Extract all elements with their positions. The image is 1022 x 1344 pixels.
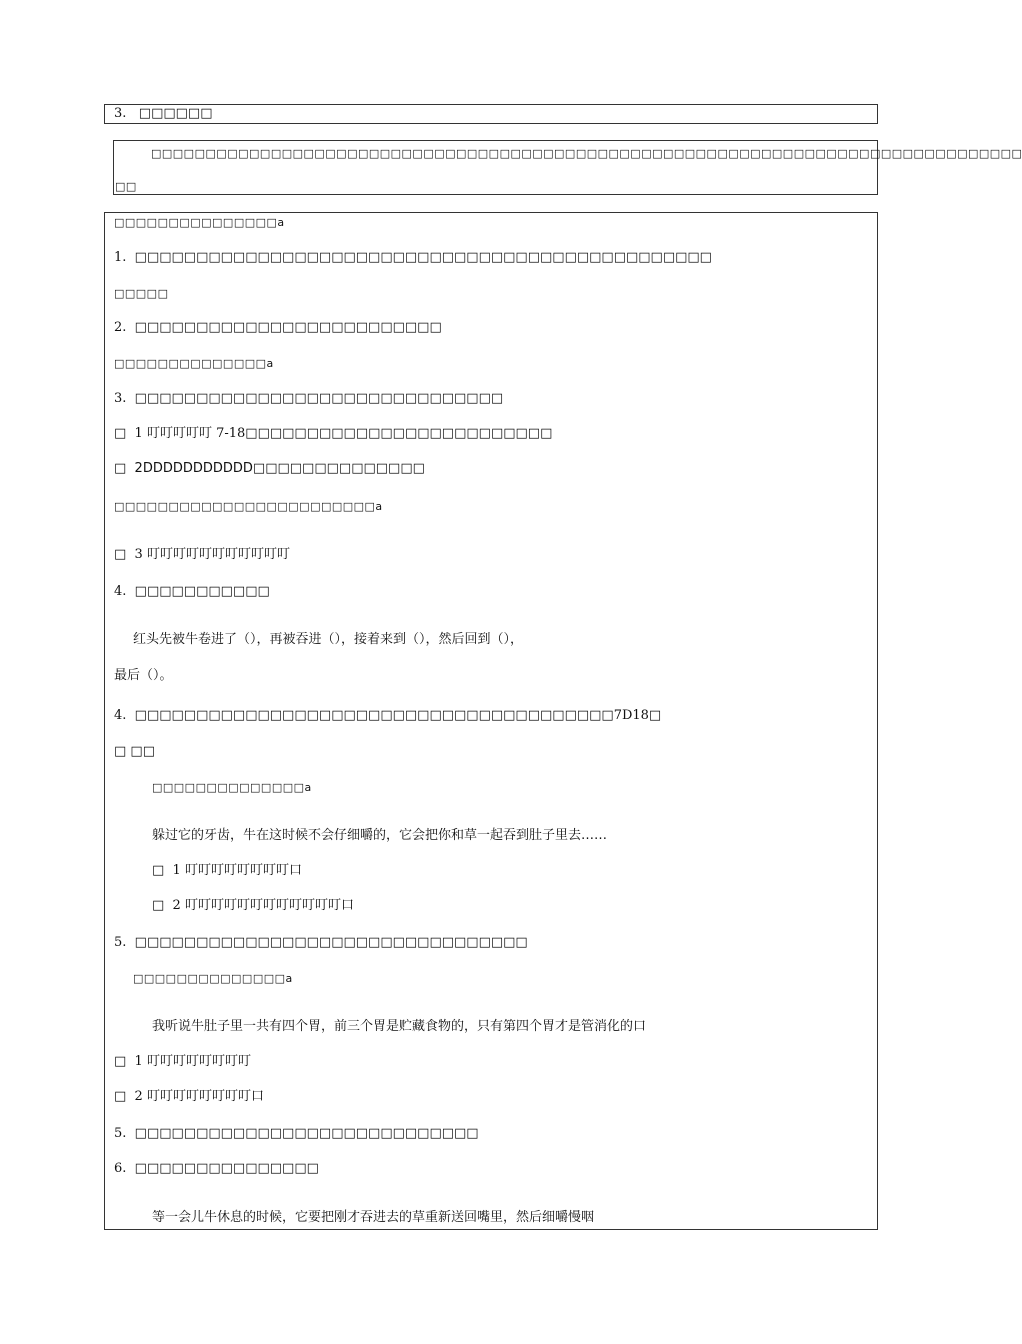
quote-teeth: 躲过它的牙齿，牛在这时候不会仔细嚼的，它会把你和草一起吞到肚子里去…… (152, 828, 608, 843)
sub-item-3-2: □ 2DDDDDDDDDDD□□□□□□□□□□□□□□ (114, 461, 425, 476)
item-5: 5. □□□□□□□□□□□□□□□□□□□□□□□□□□□□□□□□ (114, 935, 528, 950)
item-5b: 5. □□□□□□□□□□□□□□□□□□□□□□□□□□□□ (114, 1126, 479, 1141)
quote-stomachs: 我听说牛肚子里一共有四个胃，前三个胃是贮藏食物的，只有第四个胃才是管消化的口 (152, 1019, 647, 1034)
intro-line-2: □□ (115, 180, 137, 193)
subheading-5: □□□□□□□□□□□□□□a (152, 781, 312, 794)
sub-item-3-3: □ 3 叮叮叮叮叮叮叮叮叮叮叮 (114, 547, 290, 562)
fill-in-question-line-1: 红头先被牛卷进了（），再被吞进（），接着来到（），然后回到（）， (133, 632, 524, 647)
subheading-2: □□□□□ (114, 287, 169, 300)
section-heading: 3. □□□□□□ (114, 106, 213, 121)
subheading-6: □□□□□□□□□□□□□□a (133, 972, 293, 985)
sub-item-4-2: □ 2 叮叮叮叮叮叮叮叮叮叮叮叮口 (152, 898, 354, 913)
subheading-1: □□□□□□□□□□□□□□□a (114, 216, 285, 229)
intro-line-1: □□□□□□□□□□□□□□□□□□□□□□□□□□□□□□□□□□□□□□□□□□□□□□□□□□□□□□□□□□□□□□□□□□□□□□□□□□□□□□□□ (151, 147, 1022, 160)
item-4b-note: □ □□ (114, 744, 155, 759)
sub-item-3-1: □ 1 叮叮叮叮叮 7-18□□□□□□□□□□□□□□□□□□□□□□□□□ (114, 426, 553, 441)
sub-item-4-1: □ 1 叮叮叮叮叮叮叮叮口 (152, 863, 302, 878)
fill-in-question-line-2: 最后（）。 (114, 668, 173, 683)
item-6: 6. □□□□□□□□□□□□□□□ (114, 1161, 319, 1176)
sub-item-5-2: □ 2 叮叮叮叮叮叮叮叮口 (114, 1089, 264, 1104)
item-3: 3. □□□□□□□□□□□□□□□□□□□□□□□□□□□□□□ (114, 391, 504, 406)
item-4: 4. □□□□□□□□□□□ (114, 584, 270, 599)
quote-chewing: 等一会儿牛休息的时候，它要把刚才吞进去的草重新送回嘴里，然后细嚼慢咽 (152, 1210, 595, 1225)
subheading-4: □□□□□□□□□□□□□□□□□□□□□□□□a (114, 500, 383, 513)
sub-item-5-1: □ 1 叮叮叮叮叮叮叮叮 (114, 1054, 251, 1069)
subheading-3: □□□□□□□□□□□□□□a (114, 357, 274, 370)
intro-box (113, 140, 1022, 195)
item-4b: 4. □□□□□□□□□□□□□□□□□□□□□□□□□□□□□□□□□□□□□□□7D18□ (114, 708, 662, 723)
item-2: 2. □□□□□□□□□□□□□□□□□□□□□□□□□ (114, 320, 442, 335)
item-1: 1. □□□□□□□□□□□□□□□□□□□□□□□□□□□□□□□□□□□□□□□□□□□□□□□ (114, 250, 712, 265)
section-heading-box (104, 104, 878, 124)
